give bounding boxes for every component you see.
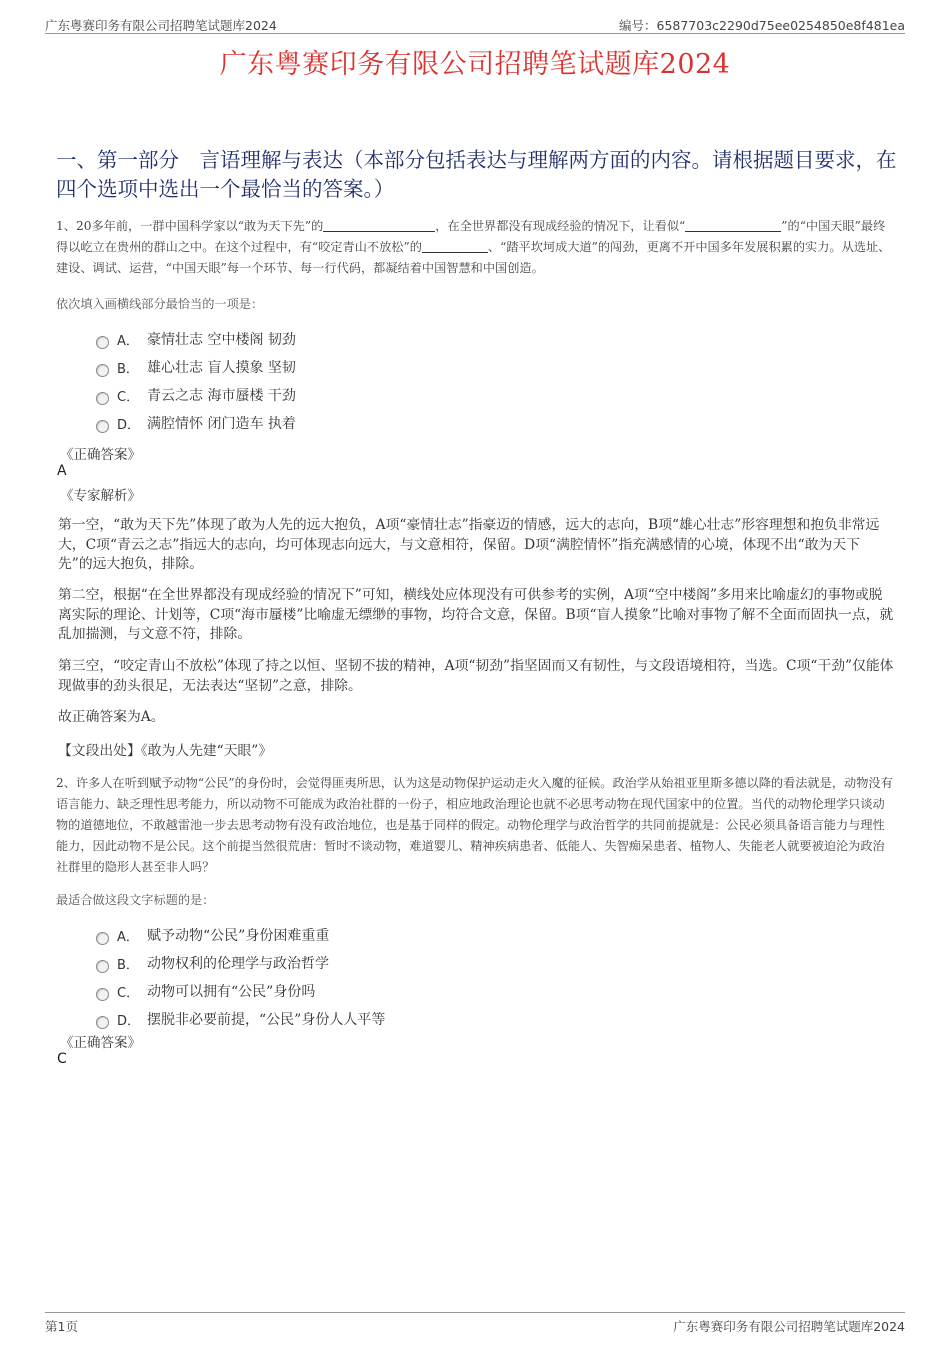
- section-heading: 一、第一部分 言语理解与表达（本部分包括表达与理解两方面的内容。请根据题目要求，在四个选项中选出一个最恰当的答案。）: [56, 148, 897, 201]
- radio-button-icon[interactable]: [96, 364, 109, 377]
- footer-document-name: 广东粤赛印务有限公司招聘笔试题库2024: [673, 1319, 905, 1334]
- analysis-paragraph: 第一空，“敢为天下先”体现了敢为人先的远大抱负，A项“豪情壮志”指豪迈的情感，远大的志向，B项“雄心壮志”形容理想和抱负非常远大，C项“青云之志”指远大的志向，均可体现志向远大，与文意相符，保留。D项“满腔情怀”指充满感情的心境，体现不出“敢为天下先”的远大抱负，排除。: [58, 517, 880, 572]
- page-footer: [45, 1312, 905, 1336]
- question-1-options: [96, 325, 296, 437]
- question-2-option-d[interactable]: [96, 1005, 385, 1033]
- page-header: [45, 14, 905, 34]
- question-1-text-part: ，在全世界都没有现成经验的情况下，让看似“: [435, 219, 686, 233]
- question-1-option-c[interactable]: [96, 381, 296, 409]
- question-2-options: [96, 921, 385, 1033]
- question-1-option-d[interactable]: [96, 409, 296, 437]
- question-1-text: [56, 216, 896, 279]
- option-letter: A．: [117, 333, 139, 349]
- radio-button-icon[interactable]: [96, 420, 109, 433]
- option-text: 雄心壮志 盲人摸象 坚韧: [147, 360, 296, 376]
- option-text: 赋予动物“公民”身份困难重重: [147, 928, 330, 944]
- option-text: 动物可以拥有“公民”身份吗: [147, 984, 316, 1000]
- question-2-text: 2、许多人在听到赋予动物“公民”的身份时，会觉得匪夷所思，认为这是动物保护运动走火入魔的征候。政治学从始祖亚里斯多德以降的看法就是，动物没有语言能力、缺乏理性思考能力，所以动物不可能成为政治社群的一份子，相应地政治理论也就不必思考动物在现代国家中的位置。当代的动物伦理学只谈动物的道德地位，不敢越雷池一步去思考动物有没有政治地位，也是基于同样的假定。动物伦理学与政治哲学的共同前提就是：公民必须具备语言能力与理性能力，因此动物不是公民。这个前提当然很荒唐：暂时不谈动物，难道婴儿、精神疾病患者、低能人、失智痴呆患者、植物人、失能老人就要被迫沦为政治社群里的隐形人甚至非人吗？: [56, 776, 893, 874]
- question-2-option-a[interactable]: [96, 921, 385, 949]
- option-letter: D．: [117, 417, 141, 433]
- fill-blank-2: [685, 218, 781, 232]
- fill-blank-1: [323, 218, 435, 232]
- option-letter: C．: [117, 389, 140, 405]
- analysis-paragraph: 第三空，“咬定青山不放松”体现了持之以恒、坚韧不拔的精神，A项“韧劲”指坚固而又有韧性，与文段语境相符，当选。C项“干劲”仅能体现做事的劲头很足，无法表达“坚韧”之意，排除。: [58, 658, 894, 694]
- document-title: 广东粤赛印务有限公司招聘笔试题库2024: [219, 49, 731, 80]
- radio-button-icon[interactable]: [96, 932, 109, 945]
- question-1-prompt: 依次填入画横线部分最恰当的一项是：: [56, 297, 264, 311]
- option-letter: B．: [117, 361, 139, 377]
- analysis-conclusion: 故正确答案为A。: [58, 709, 165, 725]
- page-number: 第1页: [45, 1319, 78, 1334]
- option-text: 动物权利的伦理学与政治哲学: [147, 956, 329, 972]
- fill-blank-3: [422, 239, 488, 253]
- radio-button-icon[interactable]: [96, 988, 109, 1001]
- correct-answer-value: A: [57, 463, 67, 479]
- option-letter: D．: [117, 1013, 141, 1029]
- correct-answer-label: 《正确答案》: [60, 447, 141, 463]
- header-document-name: 广东粤赛印务有限公司招聘笔试题库2024: [45, 18, 277, 33]
- option-letter: B．: [117, 957, 139, 973]
- option-text: 摆脱非必要前提，“公民”身份人人平等: [147, 1012, 386, 1028]
- passage-source: 【文段出处】《敢为人先建“天眼”》: [58, 743, 273, 759]
- option-text: 满腔情怀 闭门造车 执着: [147, 416, 296, 432]
- question-2-prompt: 最适合做这段文字标题的是：: [56, 893, 215, 907]
- correct-answer-value: C: [57, 1051, 67, 1067]
- option-text: 豪情壮志 空中楼阁 韧劲: [147, 332, 296, 348]
- expert-analysis-label: 《专家解析》: [60, 488, 141, 504]
- radio-button-icon[interactable]: [96, 392, 109, 405]
- option-letter: C．: [117, 985, 140, 1001]
- option-text: 青云之志 海市蜃楼 干劲: [147, 388, 296, 404]
- radio-button-icon[interactable]: [96, 336, 109, 349]
- radio-button-icon[interactable]: [96, 1016, 109, 1029]
- option-letter: A．: [117, 929, 139, 945]
- radio-button-icon[interactable]: [96, 960, 109, 973]
- question-1-text-part: 、“踏平坎坷成大道”的闯劲，更离不开中国多年发展积累的实力。从选址、建设、调试、运营，“中国天眼”每一个环节、每一行代码，都凝结着中国智慧和中国创造。: [56, 240, 891, 275]
- analysis-paragraph: 第二空，根据“在全世界都没有现成经验的情况下”可知，横线处应体现没有可供参考的实例，A项“空中楼阁”多用来比喻虚幻的事物或脱离实际的理论、计划等，C项“海市蜃楼”比喻虚无缥缈的事物，均符合文意，保留。B项“盲人摸象”比喻对事物了解不全面而固执一点，就乱加揣测，与文意不符，排除。: [58, 587, 894, 642]
- question-1-option-a[interactable]: [96, 325, 296, 353]
- question-2-option-b[interactable]: [96, 949, 385, 977]
- correct-answer-label: 《正确答案》: [60, 1035, 141, 1051]
- question-1-text-part: ”的“中国天眼”最终得以屹立在贵州的群山之中。在这个过程中，有“咬定青山不放松”的: [56, 219, 886, 254]
- question-2-option-c[interactable]: [96, 977, 385, 1005]
- question-1-option-b[interactable]: [96, 353, 296, 381]
- question-1-text-part: 1、20多年前，一群中国科学家以“敢为天下先”的: [56, 219, 324, 233]
- header-document-id: 编号：6587703c2290d75ee0254850e8f481ea: [619, 18, 905, 33]
